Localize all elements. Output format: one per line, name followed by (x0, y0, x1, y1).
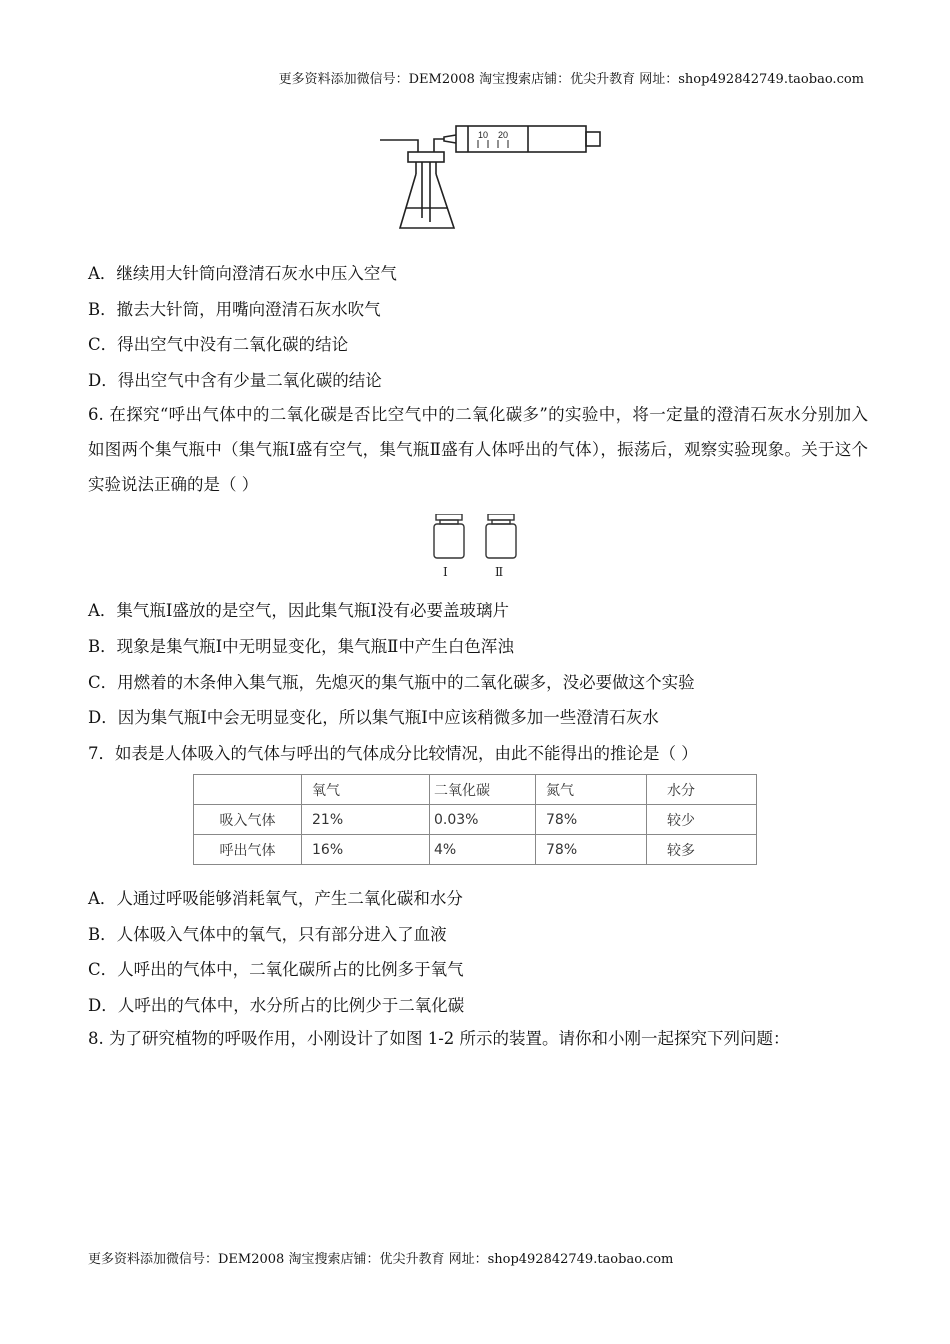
gas-bottles-figure (430, 514, 520, 578)
q7-option-c: C．人呼出的气体中，二氧化碳所占的比例多于氧气 (88, 960, 464, 979)
q6-option-b: B．现象是集气瓶Ⅰ中无明显变化，集气瓶Ⅱ中产生白色浑浊 (88, 637, 514, 656)
syringe-flask-figure (378, 122, 603, 234)
table-header-cell: 氮气 (536, 775, 647, 805)
q5-option-a: A．继续用大针筒向澄清石灰水中压入空气 (88, 264, 397, 283)
q7-stem: 7．如表是人体吸入的气体与呼出的气体成分比较情况，由此不能得出的推论是（ ） (88, 744, 698, 763)
syringe-scale-20: 20 (498, 130, 509, 140)
q8-stem: 8. 为了研究植物的呼吸作用，小刚设计了如图 1-2 所示的装置。请你和小刚一起探究下列问题： (88, 1029, 790, 1048)
table-cell: 较多 (647, 835, 757, 865)
q6-stem: 6. 在探究“呼出气体中的二氧化碳是否比空气中的二氧化碳多”的实验中，将一定量的澄清石灰水分别加入如图两个集气瓶中（集气瓶Ⅰ盛有空气，集气瓶Ⅱ盛有人体呼出的气体），振荡后，观察实验现象。关于这个实验说法正确的是（ ） (88, 405, 868, 494)
table-header-cell (194, 775, 302, 805)
bottle-label-1: Ⅰ (443, 565, 448, 578)
table-cell: 78% (536, 835, 647, 865)
q7-option-b: B．人体吸入气体中的氧气，只有部分进入了血液 (88, 925, 447, 944)
page-header: 更多资料添加微信号：DEM2008 淘宝搜索店铺：优尖升教育 网址：shop492842749.taobao.com (278, 72, 864, 87)
table-cell: 0.03% (430, 805, 536, 835)
page-footer: 更多资料添加微信号：DEM2008 淘宝搜索店铺：优尖升教育 网址：shop492842749.taobao.com (88, 1252, 674, 1267)
syringe-scale-10: 10 (478, 130, 489, 140)
q7-option-a: A．人通过呼吸能够消耗氧气，产生二氧化碳和水分 (88, 889, 463, 908)
table-header-cell: 水分 (647, 775, 757, 805)
table-cell: 78% (536, 805, 647, 835)
table-cell: 4% (430, 835, 536, 865)
table-cell: 较少 (647, 805, 757, 835)
bottle-label-2: Ⅱ (495, 565, 504, 578)
table-row (194, 835, 757, 865)
q6-option-c: C．用燃着的木条伸入集气瓶，先熄灭的集气瓶中的二氧化碳多，没必要做这个实验 (88, 673, 695, 692)
q5-option-c: C．得出空气中没有二氧化碳的结论 (88, 335, 349, 354)
table-cell: 吸入气体 (194, 805, 302, 835)
q6-option-a: A．集气瓶Ⅰ盛放的是空气，因此集气瓶Ⅰ没有必要盖玻璃片 (88, 601, 509, 620)
table-cell: 21% (302, 805, 430, 835)
table-header-cell: 氧气 (302, 775, 430, 805)
table-header-row (194, 775, 757, 805)
gas-composition-table (193, 774, 757, 865)
q5-option-b: B．撤去大针筒，用嘴向澄清石灰水吹气 (88, 300, 381, 319)
q5-option-d: D．得出空气中含有少量二氧化碳的结论 (88, 371, 382, 390)
table-row (194, 805, 757, 835)
table-cell: 16% (302, 835, 430, 865)
q7-option-d: D．人呼出的气体中，水分所占的比例少于二氧化碳 (88, 996, 465, 1015)
table-header-cell: 二氧化碳 (430, 775, 536, 805)
table-cell: 呼出气体 (194, 835, 302, 865)
q6-option-d: D．因为集气瓶Ⅰ中会无明显变化，所以集气瓶Ⅰ中应该稍微多加一些澄清石灰水 (88, 708, 659, 727)
